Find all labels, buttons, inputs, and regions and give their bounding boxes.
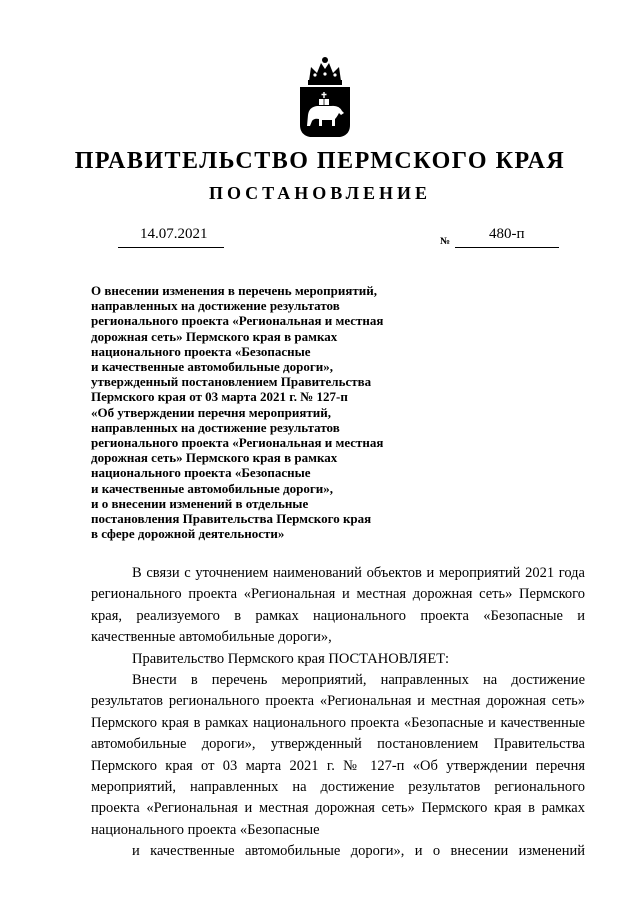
subject-line: «Об утверждении перечня мероприятий, [91,404,332,420]
number-underline [455,247,559,248]
body-paragraph-text: Внести в перечень мероприятий, направленных на достижение результатов регионального проекта «Региональная и местная дорожная сеть» Пермского края в рамках национального проекта «Безопасные и качественные автомобильные дороги», утвержденный постановлением Правительства Пермского края от 03 марта 2021 г. № 127-п «Об утверждении перечня мероприятий, направленных на достижение результатов регионального проекта «Региональная и местная дорожная сеть» Пермского края в рамках национального проекта «Безопасные [91,672,585,838]
subject-line: и качественные автомобильные дороги», [91,480,333,496]
document-body [91,563,585,863]
subject-line: О внесении изменения в перечень мероприятий, [91,283,378,298]
number-label: № [440,236,451,247]
subject-line: в сфере дорожной деятельности» [91,526,285,542]
subject-line: утвержденный постановлением Правительства [91,374,372,390]
subject-line: национального проекта «Безопасные [91,465,311,481]
subject-line: направленных на достижение результатов [91,298,340,314]
subject-line: национального проекта «Безопасные [91,343,311,359]
crown-icon [308,57,342,85]
document-type: ПОСТАНОВЛЕНИЕ [208,183,432,203]
subject-line: регионального проекта «Региональная и местная [91,313,384,329]
subject-line: Пермского края от 03 марта 2021 г. № 127-п [91,389,348,405]
government-title: ПРАВИТЕЛЬСТВО ПЕРМСКОГО КРАЯ [74,148,566,174]
document-subject [91,283,451,541]
date-underline [118,247,224,248]
body-paragraph: В связи с уточнением наименований объектов и мероприятий 2021 года регионального проекта «Региональная и местная дорожная сеть» Пермского края, реализуемого в рамках национального проекта «Безопасные и качественные автомобильные дороги», [91,565,585,646]
subject-line: направленных на достижение результатов [91,419,340,435]
subject-line: постановления Правительства Пермского края [91,511,372,527]
subject-line: и о внесении изменений в отдельные [91,495,309,511]
subject-line: дорожная сеть» Пермского края в рамках [91,328,338,344]
document-number: 480-п [489,226,525,242]
document-date: 14.07.2021 [140,226,208,242]
subject-line: дорожная сеть» Пермского края в рамках [91,450,338,466]
subject-line: регионального проекта «Региональная и местная [91,435,384,451]
body-paragraph-last-line: и качественные автомобильные дороги», и о внесении изменений [132,843,585,860]
body-paragraph [91,670,585,863]
coat-of-arms-icon [295,55,355,140]
subject-line: и качественные автомобильные дороги», [91,359,333,375]
body-paragraph: Правительство Пермского края ПОСТАНОВЛЯЕТ: [132,650,450,667]
